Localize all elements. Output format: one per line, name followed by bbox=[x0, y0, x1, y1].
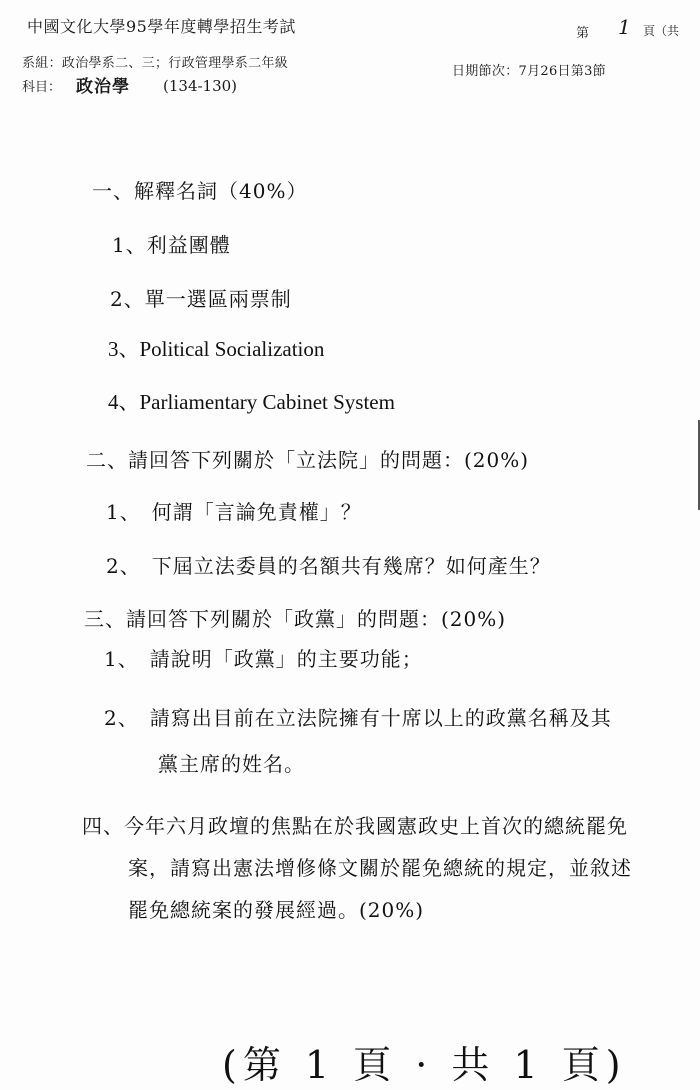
date-session: 日期節次：7月26日第3節 bbox=[452, 64, 606, 79]
section-3-item-1: 1、 請說明「政黨」的主要功能； bbox=[104, 647, 423, 671]
section-2-title: 二、請回答下列關於「立法院」的問題：(20%) bbox=[86, 448, 530, 472]
page-number: 1 bbox=[618, 15, 631, 39]
section-1-item-2: 2、單一選區兩票制 bbox=[110, 287, 292, 311]
section-2-item-1: 1、 何謂「言論免責權」？ bbox=[106, 500, 362, 524]
exam-title: 中國文化大學95學年度轉學招生考試 bbox=[27, 17, 296, 36]
section-2-item-2: 2、 下屆立法委員的名額共有幾席？如何產生？ bbox=[106, 554, 551, 578]
section-4-cont-1: 案，請寫出憲法增修條文關於罷免總統的規定，並敘述 bbox=[128, 856, 632, 880]
page-footer: (第 1 頁 · 共 1 頁) bbox=[222, 1043, 627, 1087]
section-3-item-2-cont: 黨主席的姓名。 bbox=[158, 752, 305, 776]
subject-name: 政治學 bbox=[76, 77, 130, 97]
subject-label: 科目： bbox=[22, 80, 62, 95]
section-1-item-4: 4、Parliamentary Cabinet System bbox=[108, 390, 395, 414]
section-4-title: 四、今年六月政壇的焦點在於我國憲政史上首次的總統罷免 bbox=[82, 814, 628, 838]
page-label: 第 bbox=[576, 26, 590, 41]
department-line: 系組：政治學系二、三；行政管理學系二年級 bbox=[22, 56, 289, 71]
section-3-title: 三、請回答下列關於「政黨」的問題：(20%) bbox=[84, 607, 507, 631]
section-4-cont-2: 罷免總統案的發展經過。(20%) bbox=[128, 898, 425, 922]
section-3-item-2: 2、 請寫出目前在立法院擁有十席以上的政黨名稱及其 bbox=[104, 706, 612, 730]
page-total-label: 頁（共 bbox=[643, 24, 680, 38]
section-1-title: 一、解釋名詞（40%） bbox=[92, 179, 308, 203]
section-1-item-1: 1、利益團體 bbox=[112, 233, 231, 257]
subject-code: (134-130) bbox=[163, 77, 238, 95]
section-1-item-3: 3、Political Socialization bbox=[108, 337, 325, 361]
